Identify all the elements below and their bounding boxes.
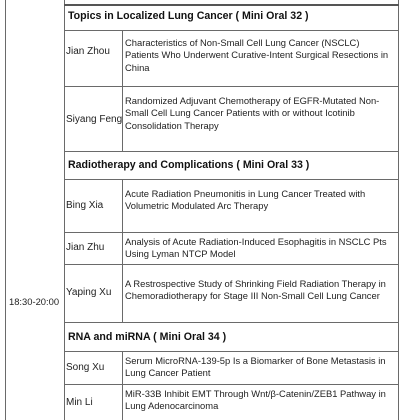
talk-topic: A Restrospective Study of Shrinking Field Radiation Therapy in Chemoradiotherapy for Stage III Non-Small Cell Lung Cancer (125, 278, 386, 302)
talk-topic: Acute Radiation Pneumonitis in Lung Cancer Treated with Volumetric Modulated Arc Therapy (125, 188, 366, 212)
table-right-border (398, 0, 399, 420)
talk-topic: Randomized Adjuvant Chemotherapy of EGFR-Mutated Non-Small Cell Lung Cancer Patients with or without Icotinib Consolidation Therapy (125, 95, 380, 131)
speaker-name: Jian Zhu (66, 242, 105, 253)
session-title: Topics in Localized Lung Cancer ( Mini Oral 32 ) (68, 10, 309, 22)
row-divider (64, 179, 399, 180)
row-divider (64, 384, 399, 385)
time-column-border (64, 0, 65, 420)
row-divider (64, 351, 399, 352)
speaker-name: Min Li (66, 397, 93, 408)
row-divider (64, 264, 399, 265)
talk-topic: Serum MicroRNA-139-5p Is a Biomarker of Bone Metastasis in Lung Cancer Patient (125, 355, 386, 379)
speaker-name: Siyang Feng (66, 114, 123, 125)
speaker-name: Song Xu (66, 362, 105, 373)
time-slot: 18:30-20:00 (9, 296, 60, 307)
session-title: RNA and miRNA ( Mini Oral 34 ) (68, 331, 227, 343)
speaker-column-border (122, 30, 123, 151)
row-divider (64, 4, 399, 6)
talk-topic: MiR-33B Inhibit EMT Through Wnt/β-Catenin/ZEB1 Pathway in Lung Adenocarcinoma (125, 388, 386, 412)
row-divider (64, 86, 399, 87)
row-divider (64, 30, 399, 31)
row-divider (64, 322, 399, 323)
speaker-name: Bing Xia (66, 200, 104, 211)
session-title: Radiotherapy and Complications ( Mini Oral 33 ) (68, 159, 310, 171)
speaker-column-border (122, 351, 123, 420)
speaker-name: Jian Zhou (66, 46, 110, 57)
row-divider (64, 151, 399, 152)
table-left-border (5, 0, 6, 420)
speaker-column-border (122, 179, 123, 322)
talk-topic: Analysis of Acute Radiation-Induced Esophagitis in NSCLC Pts Using Lyman NTCP Model (125, 236, 387, 260)
talk-topic: Characteristics of Non-Small Cell Lung Cancer (NSCLC) Patients Who Underwent Curative-Intent Surgical Resections in China (125, 37, 389, 73)
speaker-name: Yaping Xu (66, 287, 112, 298)
row-divider (64, 232, 399, 233)
